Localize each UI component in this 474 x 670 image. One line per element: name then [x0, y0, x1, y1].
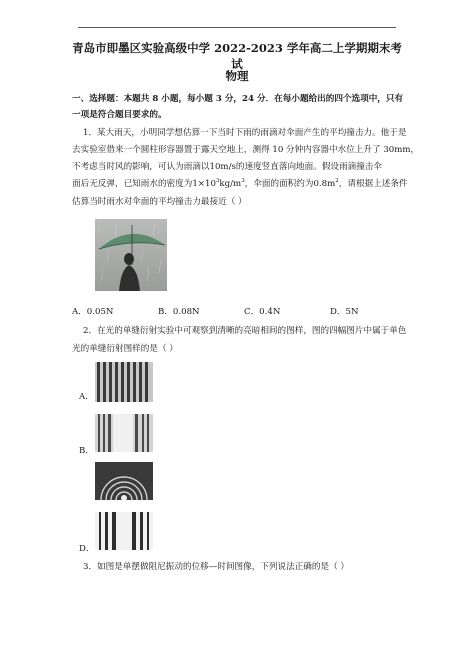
q2-line1: 2．在光的单缝衍射实验中可观察到清晰的亮暗相间的图样，图的四幅图片中属于单色	[83, 326, 407, 336]
q1-line4: 面后无反弹，已知雨水的密度为$1\times 10^3kg/m^3$，伞面的面积约为$0.8m^2$，请根据上述条件	[72, 178, 408, 189]
q2-label-b[interactable]: B．	[79, 446, 94, 456]
pattern-a-image[interactable]	[95, 362, 153, 402]
q1-option-c[interactable]: C．0.4N	[244, 307, 281, 317]
exam-subject: 物理	[225, 69, 249, 83]
q1-line3: 不考虑当时风的影响，可认为雨滴以10m/s的速度竖直落向地面。假设雨滴撞击伞	[72, 162, 382, 172]
q2-label-a[interactable]: A．	[79, 392, 94, 402]
q1-options	[72, 305, 416, 317]
pattern-d-image[interactable]	[95, 512, 153, 550]
q1-option-d[interactable]: D．5N	[330, 307, 359, 317]
q1-line5: 估算当时雨水对伞面的平均撞击力最接近（ ）	[72, 197, 247, 207]
header-rule	[78, 27, 396, 28]
q1-option-a[interactable]: A．0.05N	[72, 307, 114, 317]
q3-line1: 3．如图是单摆做阻尼振动的位移—时间图像，下列说法正确的是（ ）	[83, 562, 350, 572]
section-heading-line1: 一、选择题：本题共 8 小题，每小题 3 分，24 分．在每小题给出的四个选项中，只有	[72, 94, 404, 104]
pattern-c-image[interactable]	[95, 462, 153, 500]
q1-line2: 去实验室借来一个圆柱形容器置于露天空地上，测得 10 分钟内容器中水位上升了 30mm，	[72, 145, 420, 155]
q2-line2: 光的单缝衍射图样的是（ ）	[72, 344, 178, 354]
section-heading-line2: 一项是符合题目要求的。	[72, 110, 167, 120]
q1-option-b[interactable]: B．0.08N	[158, 307, 200, 317]
q2-label-d[interactable]: D．	[79, 544, 95, 554]
q1-line1: 1．某大雨天，小明同学想估算一下当时下雨的雨滴对伞面产生的平均撞击力。他于是	[83, 128, 407, 138]
exam-title: 青岛市即墨区实验高级中学 2022-2023 学年高二上学期期末考试	[72, 41, 402, 71]
pattern-b-image[interactable]	[95, 414, 153, 452]
rain-umbrella-image	[95, 219, 167, 291]
